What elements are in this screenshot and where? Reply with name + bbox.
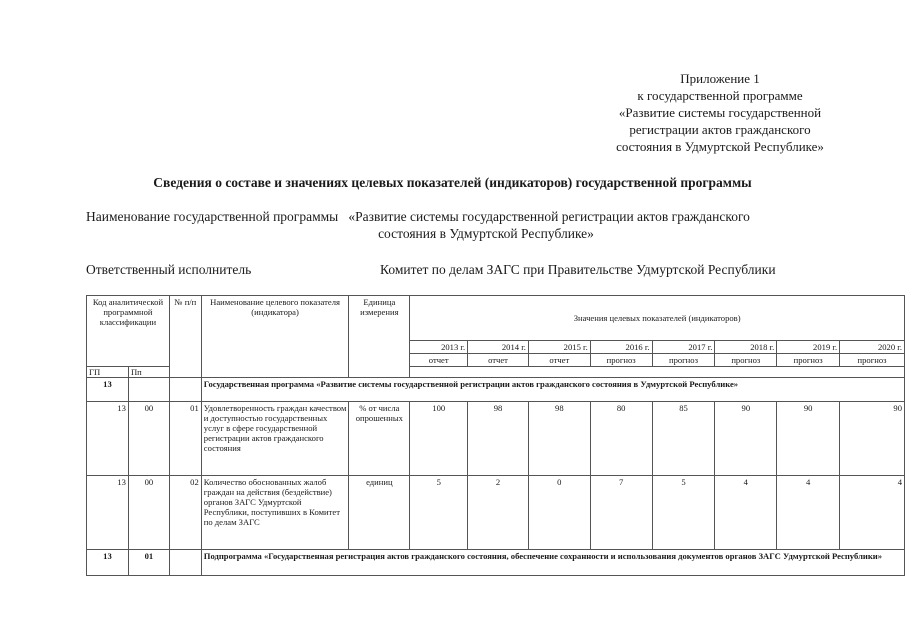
indicator-value: 90 [777, 402, 840, 476]
indicator-unit: единиц [349, 476, 410, 550]
program-row-text: Государственная программа «Развитие системы государственной регистрации актов гражданского состояния в Удмуртской Республике» [201, 378, 904, 402]
year-cell: 2017 г. [652, 341, 715, 354]
subprogram-text: Подпрограмма «Государственная регистрация актов гражданского состояния, обеспечение сохранности и использования документов органов ЗАГС Удмуртской Республики» [201, 550, 904, 576]
indicator-gp: 13 [87, 476, 129, 550]
appendix-line: Приложение 1 [680, 71, 760, 86]
indicator-value: 7 [590, 476, 652, 550]
indicator-value: 98 [468, 402, 529, 476]
header-code: Код аналитической программной классификации [87, 296, 170, 367]
indicator-gp: 13 [87, 402, 129, 476]
indicator-value: 90 [840, 402, 905, 476]
indicator-value: 90 [715, 402, 777, 476]
program-name-label: Наименование государственной программы [86, 209, 339, 224]
indicator-value: 4 [840, 476, 905, 550]
header-name: Наименование целевого показателя (индикатора) [201, 296, 349, 378]
program-name-block [86, 208, 846, 242]
appendix-line: «Развитие системы государственной [618, 105, 822, 120]
responsible-label: Ответственный исполнитель [86, 262, 252, 277]
appendix-line: к государственной программе [637, 88, 803, 103]
indicator-value: 100 [410, 402, 468, 476]
indicator-value: 2 [468, 476, 529, 550]
type-cell: прогноз [777, 354, 840, 367]
subprogram-gp: 13 [87, 550, 129, 576]
year-cell: 2015 г. [528, 341, 590, 354]
year-cell: 2018 г. [715, 341, 777, 354]
header-values: Значения целевых показателей (индикаторов) [410, 296, 905, 341]
indicator-name: Удовлетворенность граждан качеством и доступностью государственных услуг в сфере государственной регистрации актов гражданского состояния [201, 402, 349, 476]
program-row-gp: 13 [87, 378, 129, 402]
indicator-name: Количество обоснованных жалоб граждан на действия (бездействие) органов ЗАГС Удмуртской Республики, поступивших в Комитет по делам ЗАГС [201, 476, 349, 550]
year-cell: 2019 г. [777, 341, 840, 354]
type-cell: прогноз [715, 354, 777, 367]
indicator-pp: 00 [128, 402, 169, 476]
indicator-value: 0 [528, 476, 590, 550]
header-pp: Пп [128, 367, 169, 378]
header-gp: ГП [87, 367, 129, 378]
indicator-value: 5 [410, 476, 468, 550]
program-name-value-line1: «Развитие системы государственной регистрации актов гражданского [348, 209, 750, 224]
indicator-num: 02 [169, 476, 201, 550]
indicator-value: 4 [715, 476, 777, 550]
type-cell: отчет [468, 354, 529, 367]
type-cell: отчет [528, 354, 590, 367]
subprogram-pp: 01 [128, 550, 169, 576]
year-cell: 2016 г. [590, 341, 652, 354]
indicator-value: 98 [528, 402, 590, 476]
indicator-value: 85 [652, 402, 715, 476]
type-cell: прогноз [840, 354, 905, 367]
indicator-value: 80 [590, 402, 652, 476]
year-cell: 2014 г. [468, 341, 529, 354]
year-cell: 2020 г. [840, 341, 905, 354]
indicator-num: 01 [169, 402, 201, 476]
responsible-value: Комитет по делам ЗАГС при Правительстве Удмуртской Республики [380, 262, 776, 277]
appendix-note [560, 70, 880, 155]
type-cell: отчет [410, 354, 468, 367]
indicator-unit: % от числа опрошенных [349, 402, 410, 476]
indicator-value: 5 [652, 476, 715, 550]
year-cell: 2013 г. [410, 341, 468, 354]
appendix-line: регистрации актов гражданского [629, 122, 811, 137]
type-cell: прогноз [590, 354, 652, 367]
program-name-value-line2: состояния в Удмуртской Республике» [378, 226, 594, 241]
indicator-pp: 00 [128, 476, 169, 550]
header-num: № п/п [169, 296, 201, 378]
type-cell: прогноз [652, 354, 715, 367]
document-heading: Сведения о составе и значениях целевых показателей (индикаторов) государственной программы [153, 175, 752, 190]
indicator-value: 4 [777, 476, 840, 550]
appendix-line: состояния в Удмуртской Республике» [616, 139, 824, 154]
header-unit: Единица измерения [349, 296, 410, 378]
indicators-table [86, 295, 905, 576]
